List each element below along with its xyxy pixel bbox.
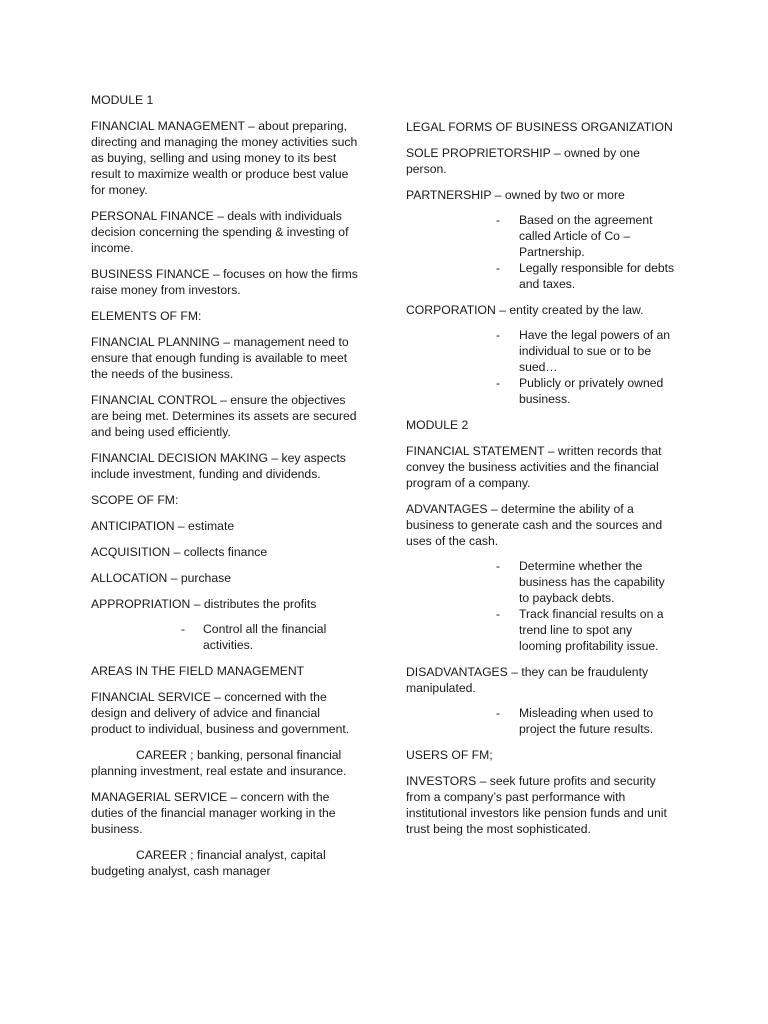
personal-finance-paragraph: PERSONAL FINANCE – deals with individuals decision concerning the spending & investing of income. [91,209,349,255]
financial-planning-paragraph: FINANCIAL PLANNING – management need to ensure that enough funding is available to meet the needs of the business. [91,335,349,381]
anticipation-paragraph: ANTICIPATION – estimate [91,519,235,533]
advantages-bullet-list [406,558,678,654]
dash-bullet: - [181,622,186,636]
sole-proprietorship-paragraph: SOLE PROPRIETORSHIP – owned by one person. [406,146,640,176]
corporation-bullet-list [406,327,678,407]
scope-heading: SCOPE OF FM: [91,493,179,507]
financial-control-paragraph: FINANCIAL CONTROL – ensure the objectives are being met. Determines its assets are secured and being used efficiently. [91,393,357,439]
dash-bullet: - [496,607,501,621]
list-item [406,558,678,606]
list-item [91,621,363,653]
partnership-bullet-list [406,212,678,292]
appropriation-bullet-list [91,621,363,653]
dash-bullet: - [496,213,501,227]
module-2-title: MODULE 2 [406,418,469,432]
allocation-paragraph: ALLOCATION – purchase [91,571,231,585]
right-column [406,119,678,847]
left-column [91,92,363,889]
list-item-text: Publicly or privately owned business. [519,376,664,406]
list-item [406,606,678,654]
dash-bullet: - [496,376,501,390]
career-2-paragraph: CAREER ; financial analyst, capital budgeting analyst, cash manager [91,848,326,878]
disadvantages-bullet-list [406,705,678,737]
appropriation-paragraph: APPROPRIATION – distributes the profits [91,597,317,611]
list-item-text: Legally responsible for debts and taxes. [519,261,675,291]
dash-bullet: - [496,261,501,275]
dash-bullet: - [496,706,501,720]
legal-forms-heading: LEGAL FORMS OF BUSINESS ORGANIZATION [406,120,673,134]
list-item-text: Based on the agreement called Article of Co – Partnership. [519,213,653,259]
career-1-paragraph: CAREER ; banking, personal financial planning investment, real estate and insurance. [91,748,347,778]
dash-bullet: - [496,559,501,573]
disadvantages-paragraph: DISADVANTAGES – they can be fraudulenty manipulated. [406,665,649,695]
advantages-paragraph: ADVANTAGES – determine the ability of a business to generate cash and the sources and uses of the cash. [406,502,663,548]
areas-heading: AREAS IN THE FIELD MANAGEMENT [91,664,305,678]
dash-bullet: - [496,328,501,342]
list-item-text: Have the legal powers of an individual to sue or to be sued… [519,328,671,374]
investors-paragraph: INVESTORS – seek future profits and security from a company’s past performance with institutional investors like pension funds and unit trust being the most sophisticated. [406,774,667,836]
list-item [406,375,678,407]
acquisition-paragraph: ACQUISITION – collects finance [91,545,268,559]
list-item [406,327,678,375]
managerial-service-paragraph: MANAGERIAL SERVICE – concern with the duties of the financial manager working in the business. [91,790,336,836]
list-item [406,260,678,292]
users-heading: USERS OF FM; [406,748,493,762]
list-item-text: Control all the financial activities. [203,622,327,652]
partnership-paragraph: PARTNERSHIP – owned by two or more [406,188,625,202]
financial-management-paragraph: FINANCIAL MANAGEMENT – about preparing, directing and managing the money activities such as buying, selling and using money to its best result to maximize wealth or produce best value for money. [91,119,358,197]
list-item-text: Determine whether the business has the capability to payback debts. [519,559,665,605]
financial-statement-paragraph: FINANCIAL STATEMENT – written records that convey the business activities and the financial program of a company. [406,444,662,490]
list-item [406,705,678,737]
financial-decision-paragraph: FINANCIAL DECISION MAKING – key aspects include investment, funding and dividends. [91,451,346,481]
list-item [406,212,678,260]
list-item-text: Misleading when used to project the future results. [519,706,654,736]
business-finance-paragraph: BUSINESS FINANCE – focuses on how the firms raise money from investors. [91,267,358,297]
corporation-paragraph: CORPORATION – entity created by the law. [406,303,644,317]
list-item-text: Track financial results on a trend line to spot any looming profitability issue. [519,607,664,653]
elements-heading: ELEMENTS OF FM: [91,309,202,323]
module-1-title: MODULE 1 [91,93,154,107]
financial-service-paragraph: FINANCIAL SERVICE – concerned with the design and delivery of advice and financial product to individual, business and government. [91,690,350,736]
